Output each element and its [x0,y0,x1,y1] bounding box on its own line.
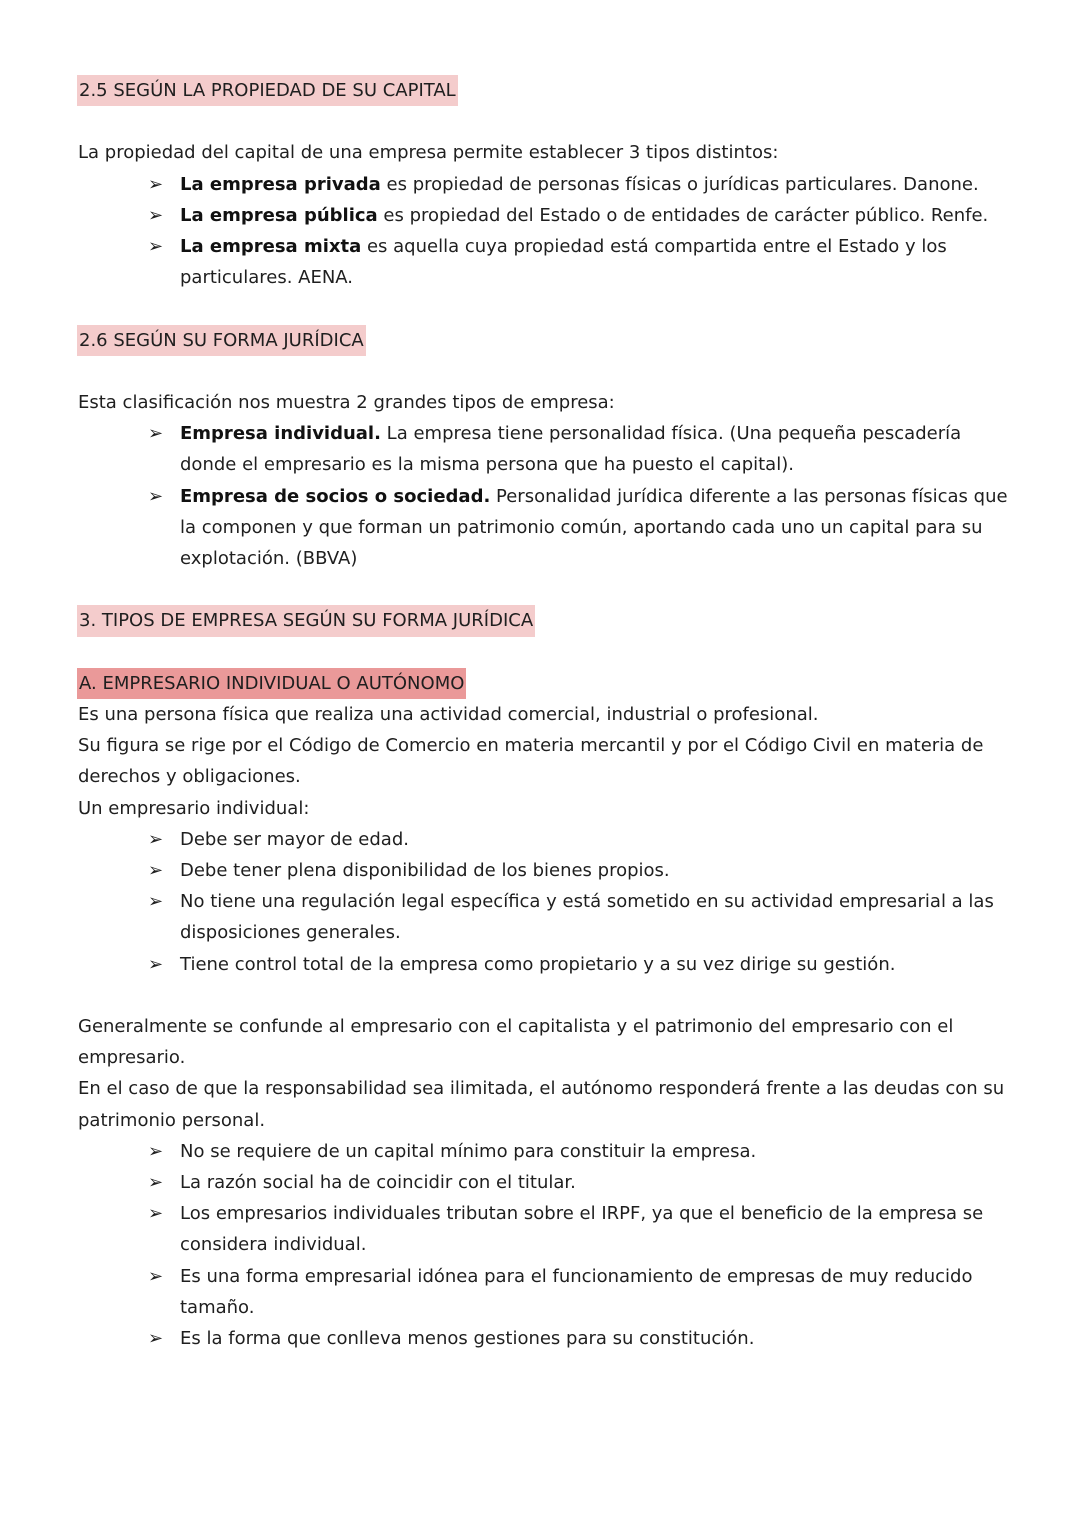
arrow-bullet-icon: ➢ [148,1328,164,1350]
arrow-bullet-icon: ➢ [148,485,164,507]
arrow-bullet-icon: ➢ [148,1172,164,1194]
list-item: ➢ No tiene una regulación legal específica y está sometido en su actividad empresarial a las disposiciones generales. [180,886,1008,948]
arrow-bullet-icon: ➢ [148,423,164,445]
heading-2-6: 2.6 SEGÚN SU FORMA JURÍDICA [78,325,1008,356]
intro-2-6: Esta clasificación nos muestra 2 grandes tipos de empresa: [78,391,615,413]
list-item: ➢ Tiene control total de la empresa como propietario y a su vez dirige su gestión. [180,949,1008,980]
arrow-bullet-icon: ➢ [148,1140,164,1162]
list-item: ➢ La empresa pública es propiedad del Estado o de entidades de carácter público. Renfe. [180,200,1008,231]
paragraph: Es una persona física que realiza una actividad comercial, industrial o profesional. [78,703,819,725]
paragraph: Generalmente se confunde al empresario con el capitalista y el patrimonio del empresario con el empresario. [78,1016,954,1069]
intro-2-5: La propiedad del capital de una empresa permite establecer 3 tipos distintos: [78,142,779,164]
arrow-bullet-icon: ➢ [148,953,164,975]
list-a-2 [78,1136,1008,1354]
paragraph: Su figura se rige por el Código de Comercio en materia mercantil y por el Código Civil en materia de derechos y obligaciones. [78,735,984,788]
list-item: ➢ Los empresarios individuales tributan sobre el IRPF, ya que el beneficio de la empresa se considera individual. [180,1198,1008,1260]
arrow-bullet-icon: ➢ [148,828,164,850]
list-a-1 [78,824,1008,980]
list-item: ➢ No se requiere de un capital mínimo para constituir la empresa. [180,1136,1008,1167]
list-item: ➢ Empresa de socios o sociedad. Personalidad jurídica diferente a las personas físicas que la componen y que forman un patrimonio común, aportando cada uno un capital para su explotación. (BBVA) [180,481,1008,575]
arrow-bullet-icon: ➢ [148,173,164,195]
paragraph: En el caso de que la responsabilidad sea ilimitada, el autónomo responderá frente a las deudas con su patrimonio personal. [78,1078,1005,1131]
list-2-6 [78,418,1008,574]
list-item: ➢ Es la forma que conlleva menos gestiones para su constitución. [180,1323,1008,1354]
list-item: ➢ La razón social ha de coincidir con el titular. [180,1167,1008,1198]
list-item: ➢ La empresa mixta es aquella cuya propiedad está compartida entre el Estado y los particulares. AENA. [180,231,1008,293]
list-item: ➢ Es una forma empresarial idónea para el funcionamiento de empresas de muy reducido tamaño. [180,1261,1008,1323]
list-item: ➢ Debe tener plena disponibilidad de los bienes propios. [180,855,1008,886]
arrow-bullet-icon: ➢ [148,1265,164,1287]
heading-a: A. EMPRESARIO INDIVIDUAL O AUTÓNOMO [78,668,1008,699]
heading-3: 3. TIPOS DE EMPRESA SEGÚN SU FORMA JURÍDICA [78,605,1008,636]
arrow-bullet-icon: ➢ [148,860,164,881]
document-content [78,75,1008,1354]
arrow-bullet-icon: ➢ [148,1203,164,1225]
list-2-5 [78,169,1008,294]
heading-2-5: 2.5 SEGÚN LA PROPIEDAD DE SU CAPITAL [78,75,1008,106]
list-item: ➢ Debe ser mayor de edad. [180,824,1008,855]
arrow-bullet-icon: ➢ [148,204,164,226]
list-item: ➢ La empresa privada es propiedad de personas físicas o jurídicas particulares. Danone. [180,169,1008,200]
arrow-bullet-icon: ➢ [148,891,164,913]
arrow-bullet-icon: ➢ [148,236,164,257]
list-item: ➢ Empresa individual. La empresa tiene personalidad física. (Una pequeña pescadería donde el empresario es la misma persona que ha puesto el capital). [180,418,1008,480]
paragraph: Un empresario individual: [78,797,310,819]
